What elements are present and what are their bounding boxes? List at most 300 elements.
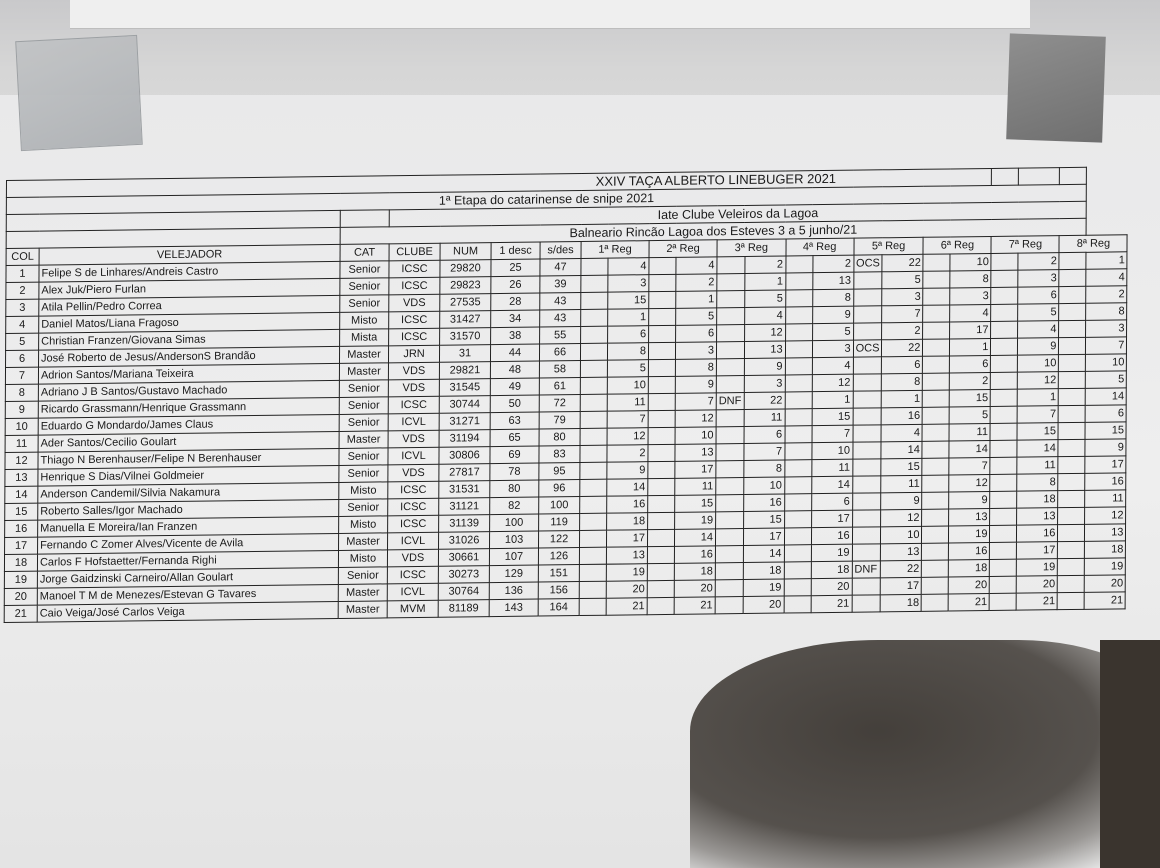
cell-sdes: 55: [540, 326, 581, 344]
cell-r1-note: [580, 462, 607, 479]
upper-paper-edge: [70, 0, 1030, 29]
cell-r7-note: [991, 321, 1018, 338]
subtitle: 1ª Etapa do catarinense de snipe 2021: [6, 184, 1086, 214]
cell-sdes: 100: [539, 497, 580, 515]
cell-r3: 7: [744, 443, 785, 461]
cell-desc: 143: [489, 599, 538, 617]
col-header-r7: 7ª Reg: [991, 236, 1059, 254]
cell-r1-note: [580, 513, 607, 530]
cell-r7-note: [990, 440, 1017, 457]
cell-sailor: Anderson Candemil/Silvia Nakamura: [38, 482, 339, 503]
cell-r2-note: [648, 393, 675, 410]
cell-r6: 4: [950, 304, 991, 322]
cell-r7: 7: [1018, 406, 1059, 424]
cell-r5-note: [852, 544, 881, 561]
cell-sailor: Jorge Gaidzinski Carneiro/Allan Goulart: [37, 567, 338, 588]
cell-r1: 15: [608, 292, 649, 310]
cell-sailor: José Roberto de Jesus/AndersonS Brandão: [39, 346, 340, 367]
cell-r1-note: [580, 411, 607, 428]
cell-r2-note: [648, 410, 675, 427]
cell-r4-note: [785, 290, 812, 307]
cell-r4: 14: [811, 476, 852, 494]
cell-cat: Master: [339, 533, 388, 551]
cell-sdes: 83: [539, 446, 580, 464]
cell-r2-note: [648, 342, 675, 359]
cell-r8: 9: [1085, 439, 1126, 457]
cell-r4-note: [784, 528, 811, 545]
cell-r1-note: [580, 445, 607, 462]
cell-num: 30273: [438, 566, 489, 584]
cell-col: 19: [4, 571, 37, 588]
cell-r6: 20: [949, 577, 990, 595]
cell-r8-note: [1059, 405, 1086, 422]
cell-r4-note: [785, 409, 812, 426]
cell-r4: 6: [811, 493, 852, 511]
cell-num: 30764: [438, 583, 489, 601]
cell-r6: 18: [949, 560, 990, 578]
cell-r3: 11: [744, 409, 785, 427]
cell-r8: 17: [1085, 456, 1126, 474]
cell-sailor: Eduardo G Mondardo/James Claus: [38, 414, 339, 435]
cell-r8-note: [1058, 439, 1085, 456]
cell-r7: 14: [1017, 440, 1058, 458]
cell-r8-note: [1058, 575, 1085, 592]
cell-r1: 12: [607, 428, 648, 446]
cell-r4: 12: [812, 374, 853, 392]
cell-r3-note: [717, 290, 745, 307]
cell-r7-note: [991, 338, 1018, 355]
cell-r5-note: [853, 391, 882, 408]
cell-r3-note: [716, 512, 744, 529]
cell-sdes: 72: [539, 394, 580, 412]
cell-r7: 6: [1018, 287, 1059, 305]
cell-sailor: Christian Franzen/Giovana Simas: [39, 329, 340, 350]
cell-num: 27535: [440, 294, 491, 312]
cell-r1: 14: [607, 479, 648, 497]
tape-right: [1006, 33, 1106, 142]
cell-col: 3: [6, 299, 39, 316]
cell-r7: 15: [1017, 423, 1058, 441]
cell-club: ICVL: [388, 532, 439, 550]
cell-club: JRN: [388, 345, 439, 363]
cell-club: ICSC: [388, 515, 439, 533]
cell-cat: Misto: [339, 482, 388, 500]
cell-r1: 13: [606, 547, 647, 565]
cell-r5-note: [853, 272, 882, 289]
cell-r2: 17: [675, 461, 716, 479]
title-box-2: [1019, 168, 1060, 186]
cell-sdes: 47: [540, 258, 581, 276]
cell-num: 31121: [439, 498, 490, 516]
page-title: XXIV TAÇA ALBERTO LINEBUGER 2021: [440, 168, 992, 192]
cell-r3-note: [715, 580, 743, 597]
cell-r2-note: [649, 257, 676, 274]
cell-r5-note: [852, 510, 881, 527]
title-box-1: [992, 168, 1019, 185]
cell-sailor: Ader Santos/Cecilio Goulart: [38, 431, 339, 452]
cell-r8-note: [1059, 371, 1086, 388]
cell-desc: 48: [490, 361, 539, 379]
col-header-r8: 8ª Reg: [1059, 235, 1127, 253]
cell-r5: 1: [882, 390, 923, 408]
cell-cat: Misto: [339, 516, 388, 534]
cell-sdes: 164: [538, 599, 579, 617]
cell-desc: 129: [489, 565, 538, 583]
cell-r3-note: [716, 427, 744, 444]
cell-r8-note: [1059, 269, 1086, 286]
cell-sailor: Atila Pellin/Pedro Correa: [39, 295, 340, 316]
cell-r6-note: [923, 271, 950, 288]
cell-r3-note: [716, 341, 744, 358]
cell-r1-note: [581, 258, 608, 275]
cell-col: 12: [5, 452, 38, 469]
cell-r2-note: [648, 376, 675, 393]
cell-r1-note: [580, 428, 607, 445]
cell-r6-note: [922, 526, 949, 543]
cell-r1: 21: [606, 598, 647, 616]
cell-col: 15: [5, 503, 38, 520]
col-header-num: NUM: [440, 243, 491, 261]
cell-sailor: Felipe S de Linhares/Andreis Castro: [39, 261, 340, 282]
cell-r7-note: [991, 304, 1018, 321]
cell-col: 6: [6, 350, 39, 367]
cell-cat: Senior: [340, 278, 389, 296]
results-table: [4, 166, 1129, 623]
cell-r6: 10: [950, 253, 991, 271]
cell-r8: 6: [1086, 405, 1127, 423]
cell-r3-note: [717, 273, 745, 290]
cell-cat: Senior: [340, 261, 389, 279]
cell-club: VDS: [388, 362, 439, 380]
cell-r3: 13: [744, 341, 785, 359]
club-title: Iate Clube Veleiros da Lagoa: [389, 201, 1086, 227]
cell-r8: 11: [1085, 490, 1126, 508]
cell-r2-note: [649, 325, 676, 342]
cell-r6-note: [922, 492, 949, 509]
cell-r8-note: [1058, 592, 1085, 609]
cell-r8: 5: [1086, 371, 1127, 389]
col-header-desc: 1 desc: [491, 242, 540, 260]
cell-sdes: 126: [538, 548, 579, 566]
cell-r7-note: [991, 389, 1018, 406]
cell-cat: Master: [338, 584, 387, 602]
cell-num: 31531: [439, 481, 490, 499]
col-header-sdes: s/des: [540, 241, 581, 259]
cell-r7-note: [991, 372, 1018, 389]
cell-cat: Master: [339, 363, 388, 381]
cell-desc: 63: [490, 412, 539, 430]
cell-r4-note: [785, 443, 812, 460]
cell-desc: 82: [490, 497, 539, 515]
cell-r1-note: [579, 547, 606, 564]
cell-r5-note: [853, 323, 882, 340]
cell-r3: 8: [743, 460, 784, 478]
cell-r7: 1: [1018, 389, 1059, 407]
cell-club: MVM: [387, 600, 438, 618]
cell-r6: 19: [949, 526, 990, 544]
cell-r3-note: [715, 563, 743, 580]
cell-r4: 3: [812, 340, 853, 358]
cell-r2: 2: [676, 274, 717, 292]
cell-r3: 12: [744, 324, 785, 342]
cell-r3: 6: [744, 426, 785, 444]
cell-r7-note: [990, 508, 1017, 525]
cell-sailor: Caio Veiga/José Carlos Veiga: [37, 601, 338, 622]
cell-r4-note: [784, 545, 811, 562]
cell-col: 5: [6, 333, 39, 350]
cell-sdes: 43: [540, 292, 581, 310]
cell-col: 21: [4, 605, 37, 622]
cell-r4-note: [785, 358, 812, 375]
cell-r5-note: [853, 408, 882, 425]
cell-r6: 1: [950, 338, 991, 356]
cell-col: 13: [5, 469, 38, 486]
cell-r4: 5: [812, 323, 853, 341]
cell-r2: 16: [674, 546, 715, 564]
cell-r6-note: [923, 288, 950, 305]
cell-r4-note: [785, 273, 812, 290]
cell-r7-note: [991, 270, 1018, 287]
cell-r3-note: [716, 444, 744, 461]
cell-club: VDS: [388, 430, 439, 448]
cell-num: 31: [439, 345, 490, 363]
cell-r2-note: [647, 597, 674, 614]
cell-r2: 7: [675, 393, 716, 411]
cell-r5: 3: [882, 288, 923, 306]
cell-r5: 11: [881, 475, 922, 493]
cell-r5: 22: [882, 254, 923, 272]
cell-num: 31545: [439, 379, 490, 397]
cell-club: VDS: [389, 294, 440, 312]
cell-num: 31026: [439, 532, 490, 550]
cell-club: VDS: [388, 464, 439, 482]
cell-r1: 10: [607, 377, 648, 395]
cell-r6: 7: [949, 457, 990, 475]
cell-r4-note: [785, 426, 812, 443]
cell-r4: 13: [812, 272, 853, 290]
cell-r2: 12: [675, 410, 716, 428]
cell-col: 17: [5, 537, 38, 554]
cell-r8: 12: [1085, 507, 1126, 525]
cell-club: ICSC: [388, 498, 439, 516]
cell-r7-note: [990, 576, 1017, 593]
cell-r6: 17: [950, 321, 991, 339]
cell-r3: 14: [743, 545, 784, 563]
cell-r6-note: [922, 458, 949, 475]
cell-r7-note: [990, 457, 1017, 474]
cell-desc: 25: [491, 259, 540, 277]
cell-r8: 13: [1085, 524, 1126, 542]
cell-r5-note: OCS: [853, 340, 882, 357]
cell-r8: 7: [1086, 337, 1127, 355]
cell-r4-note: [784, 579, 811, 596]
cell-r1-note: [580, 360, 607, 377]
cell-r6: 16: [949, 543, 990, 561]
cell-r3-note: DNF: [716, 393, 744, 410]
col-header-r1: 1ª Reg: [581, 241, 649, 259]
cell-r6: 13: [949, 509, 990, 527]
cell-r5: 2: [882, 322, 923, 340]
cell-sdes: 39: [540, 275, 581, 293]
cell-r5: 12: [881, 509, 922, 527]
cell-r4: 16: [811, 527, 852, 545]
cell-r6: 9: [949, 491, 990, 509]
cell-r8-note: [1058, 558, 1085, 575]
cell-num: 30744: [439, 396, 490, 414]
cell-col: 1: [6, 265, 39, 282]
cell-r4: 8: [812, 289, 853, 307]
cell-r5: 15: [881, 458, 922, 476]
cell-r4-note: [785, 324, 812, 341]
cell-r7: 4: [1018, 321, 1059, 339]
cell-r1-note: [581, 326, 608, 343]
cell-r5: 5: [882, 271, 923, 289]
cell-r6: 15: [950, 389, 991, 407]
cell-r7-note: [990, 542, 1017, 559]
cell-desc: 34: [491, 310, 540, 328]
cell-r6: 6: [950, 355, 991, 373]
cell-desc: 103: [490, 531, 539, 549]
cell-r8-note: [1058, 524, 1085, 541]
cell-sailor: Adrion Santos/Mariana Teixeira: [38, 363, 339, 384]
cell-r5: 7: [882, 305, 923, 323]
cell-r5-note: [853, 357, 882, 374]
cell-sailor: Adriano J B Santos/Gustavo Machado: [38, 380, 339, 401]
cell-club: ICVL: [388, 413, 439, 431]
cell-col: 2: [6, 282, 39, 299]
cell-r5: 22: [881, 560, 922, 578]
cell-sailor: Fernando C Zomer Alves/Vicente de Avila: [38, 533, 339, 554]
cell-club: VDS: [387, 549, 438, 567]
cell-r6-note: [922, 594, 949, 611]
cell-desc: 136: [489, 582, 538, 600]
cell-r5: 8: [882, 373, 923, 391]
cell-r1-note: [580, 377, 607, 394]
cell-r8: 10: [1086, 354, 1127, 372]
cell-r5: 16: [882, 407, 923, 425]
cell-r7: 9: [1018, 338, 1059, 356]
cell-r5: 10: [881, 526, 922, 544]
col-header-r2: 2ª Reg: [649, 240, 717, 258]
cell-r2-note: [647, 546, 674, 563]
cell-club: ICVL: [388, 447, 439, 465]
cell-r3-note: [716, 461, 744, 478]
cell-r7-note: [991, 355, 1018, 372]
cell-r7-note: [990, 525, 1017, 542]
cell-col: 18: [4, 554, 37, 571]
cell-r1: 20: [606, 581, 647, 599]
cell-r7-note: [990, 593, 1017, 610]
cell-cat: Senior: [339, 397, 388, 415]
cell-r8: 15: [1085, 422, 1126, 440]
cell-r5-note: [853, 306, 882, 323]
cell-r7: 11: [1017, 457, 1058, 475]
cell-cat: Senior: [339, 414, 388, 432]
cell-sdes: 66: [539, 343, 580, 361]
cell-r7: 12: [1018, 372, 1059, 390]
cell-r2-note: [648, 512, 675, 529]
cell-r4: 9: [812, 306, 853, 324]
cell-r2: 1: [676, 291, 717, 309]
cell-r4: 2: [813, 255, 854, 273]
cell-r8: 1: [1086, 252, 1127, 270]
dark-corner: [1100, 640, 1160, 868]
cell-r5: 4: [881, 424, 922, 442]
cell-r2-note: [649, 308, 676, 325]
cell-r2-note: [647, 563, 674, 580]
cell-desc: 49: [490, 378, 539, 396]
cell-r5: 14: [881, 441, 922, 459]
cell-r6: 2: [950, 372, 991, 390]
col-header-sailor: VELEJADOR: [39, 244, 340, 265]
cell-sailor: Roberto Salles/Igor Machado: [38, 499, 339, 520]
col-header-r6: 6ª Reg: [923, 236, 991, 254]
cell-r8-note: [1059, 337, 1086, 354]
cell-r1-note: [580, 343, 607, 360]
cell-r3: 5: [744, 290, 785, 308]
cell-r3-note: [716, 410, 744, 427]
cell-r2: 6: [676, 325, 717, 343]
cell-r2: 20: [674, 580, 715, 598]
cell-r1: 11: [607, 394, 648, 412]
cell-desc: 69: [490, 446, 539, 464]
cell-desc: 38: [491, 327, 540, 345]
cell-r6-note: [922, 424, 949, 441]
cell-r4: 11: [811, 459, 852, 477]
cell-r2: 21: [674, 597, 715, 615]
cell-club: VDS: [388, 379, 439, 397]
cell-sailor: Manuella E Moreira/Ian Franzen: [38, 516, 339, 537]
cell-r2-note: [648, 427, 675, 444]
cell-r1-note: [580, 479, 607, 496]
cell-club: ICSC: [389, 328, 440, 346]
cell-r7: 18: [1017, 491, 1058, 509]
cell-r6: 21: [949, 594, 990, 612]
cell-cat: Senior: [339, 465, 388, 483]
cell-desc: 107: [489, 548, 538, 566]
cell-r1: 8: [607, 343, 648, 361]
cell-cat: Misto: [340, 312, 389, 330]
col-header-r3: 3ª Reg: [717, 239, 786, 257]
cell-sailor: Thiago N Berenhauser/Felipe N Berenhauser: [38, 448, 339, 469]
col-header-col: COL: [6, 248, 39, 265]
cell-r7-note: [990, 474, 1017, 491]
cell-col: 4: [6, 316, 39, 333]
col-header-r4: 4ª Reg: [786, 238, 854, 256]
cell-r4: 10: [812, 442, 853, 460]
cell-sdes: 58: [539, 360, 580, 378]
cell-r4: 7: [812, 425, 853, 443]
cell-r8: 8: [1086, 303, 1127, 321]
cell-r6: 3: [950, 287, 991, 305]
tape-left: [15, 35, 143, 151]
cell-r3-note: [716, 495, 744, 512]
cell-col: 11: [5, 435, 38, 452]
cell-r2: 10: [675, 427, 716, 445]
cell-cat: Senior: [340, 295, 389, 313]
cell-club: ICSC: [387, 566, 438, 584]
cell-num: 31427: [440, 311, 491, 329]
cell-r4-note: [784, 460, 811, 477]
cell-num: 31271: [439, 413, 490, 431]
cell-r2-note: [648, 478, 675, 495]
cell-r4-note: [785, 392, 812, 409]
cell-r3: 3: [744, 375, 785, 393]
cell-r2-note: [648, 495, 675, 512]
cell-r7: 16: [1017, 525, 1058, 543]
cell-r8-note: [1058, 422, 1085, 439]
cell-r5-note: [852, 595, 881, 612]
